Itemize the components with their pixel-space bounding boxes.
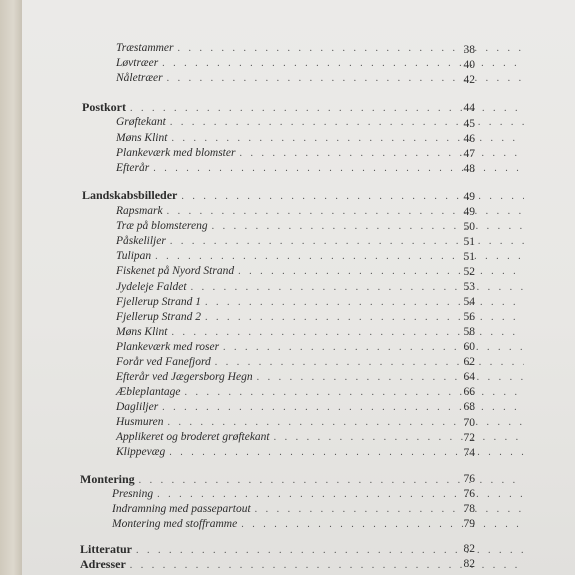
toc-entry-label: Rapsmark bbox=[116, 205, 163, 217]
toc-page-number: 53 bbox=[463, 281, 475, 293]
toc-entry-label: Træ på blomstereng bbox=[116, 220, 208, 232]
toc-section-label: Adresser bbox=[80, 557, 126, 571]
toc-page bbox=[22, 0, 575, 575]
toc-page-number: 62 bbox=[463, 356, 475, 368]
toc-page-number: 44 bbox=[463, 102, 475, 114]
toc-entry-label: Tulipan bbox=[116, 250, 152, 262]
toc-entry-label: Husmuren bbox=[116, 416, 164, 428]
toc-page-number: 64 bbox=[463, 371, 475, 383]
toc-page-number: 51 bbox=[463, 236, 475, 248]
toc-entry-label: Plankeværk med roser bbox=[116, 341, 220, 353]
toc-entry-label: Efterår ved Jægersborg Hegn bbox=[116, 371, 253, 383]
dot-leader bbox=[255, 503, 524, 517]
dot-leader bbox=[215, 356, 524, 370]
toc-page-number: 49 bbox=[463, 206, 475, 218]
toc-entry-label: Indramning med passepartout bbox=[112, 503, 251, 515]
toc-entry-label: Fiskenet på Nyord Strand bbox=[116, 265, 235, 277]
toc-entry-label: Grøftekant bbox=[116, 116, 166, 128]
toc-page-number: 82 bbox=[463, 558, 475, 570]
dot-leader bbox=[241, 518, 524, 532]
toc-page-number: 60 bbox=[463, 341, 475, 353]
toc-entry-label: Jydeleje Faldet bbox=[116, 281, 187, 293]
toc-page-number: 42 bbox=[463, 74, 475, 86]
book-spine bbox=[0, 0, 22, 575]
dot-leader bbox=[257, 371, 524, 385]
toc-entry-label: Møns Klint bbox=[116, 132, 168, 144]
toc-entry-label: Påskeliljer bbox=[116, 235, 166, 247]
toc-entry-label: Fjellerup Strand 2 bbox=[116, 311, 201, 323]
toc-page-number: 48 bbox=[463, 163, 475, 175]
dot-leader bbox=[223, 341, 524, 355]
toc-page-number: 68 bbox=[463, 401, 475, 413]
toc-section-label: Montering bbox=[80, 472, 135, 486]
toc-page-number: 78 bbox=[463, 503, 475, 515]
dot-leader bbox=[239, 147, 524, 161]
toc-page-number: 76 bbox=[463, 488, 475, 500]
toc-page-number: 38 bbox=[463, 44, 475, 56]
toc-entry-label: Løvtræer bbox=[116, 57, 159, 69]
dot-leader bbox=[205, 311, 524, 325]
toc-page-number: 45 bbox=[463, 118, 475, 130]
toc-entry-label: Forår ved Fanefjord bbox=[116, 356, 211, 368]
toc-page-number: 72 bbox=[463, 432, 475, 444]
toc-section-label: Postkort bbox=[82, 100, 126, 114]
toc-page-number: 66 bbox=[463, 386, 475, 398]
toc-entry-label: Applikeret og broderet grøftekant bbox=[116, 431, 270, 443]
toc-page-number: 52 bbox=[463, 266, 475, 278]
toc-page-number: 50 bbox=[463, 221, 475, 233]
toc-page-number: 58 bbox=[463, 326, 475, 338]
toc-entry-label: Nåletræer bbox=[116, 72, 163, 84]
dot-leader bbox=[274, 431, 524, 445]
toc-entry-label: Dagliljer bbox=[116, 401, 159, 413]
toc-page-number: 79 bbox=[463, 518, 475, 530]
toc-entry-label: Fjellerup Strand 1 bbox=[116, 296, 201, 308]
toc-entry-label: Plankeværk med blomster bbox=[116, 147, 236, 159]
toc-page-number: 54 bbox=[463, 296, 475, 308]
toc-page-number: 49 bbox=[463, 191, 475, 203]
toc-entry-label: Montering med stofframme bbox=[112, 518, 238, 530]
toc-page-number: 40 bbox=[463, 59, 475, 71]
toc-entry-label: Klippevæg bbox=[116, 446, 166, 458]
toc-entry-label: Æbleplantage bbox=[116, 386, 181, 398]
toc-page-number: 82 bbox=[463, 543, 475, 555]
dot-leader bbox=[205, 296, 524, 310]
toc-page-number: 46 bbox=[463, 133, 475, 145]
toc-entry-label: Træstammer bbox=[116, 42, 174, 54]
toc-section-label: Landskabsbilleder bbox=[82, 188, 178, 202]
toc-entry-label: Presning bbox=[112, 488, 154, 500]
dot-leader bbox=[238, 265, 524, 279]
toc-entry-label: Møns Klint bbox=[116, 326, 168, 338]
toc-page-number: 76 bbox=[463, 473, 475, 485]
toc-page-number: 70 bbox=[463, 417, 475, 429]
dot-leader bbox=[212, 220, 524, 234]
toc-page-number: 51 bbox=[463, 251, 475, 263]
toc-entry-label: Efterår bbox=[116, 162, 150, 174]
toc-page-number: 56 bbox=[463, 311, 475, 323]
toc-page-number: 47 bbox=[463, 148, 475, 160]
toc-section-label: Litteratur bbox=[80, 542, 132, 556]
toc-page-number: 74 bbox=[463, 447, 475, 459]
